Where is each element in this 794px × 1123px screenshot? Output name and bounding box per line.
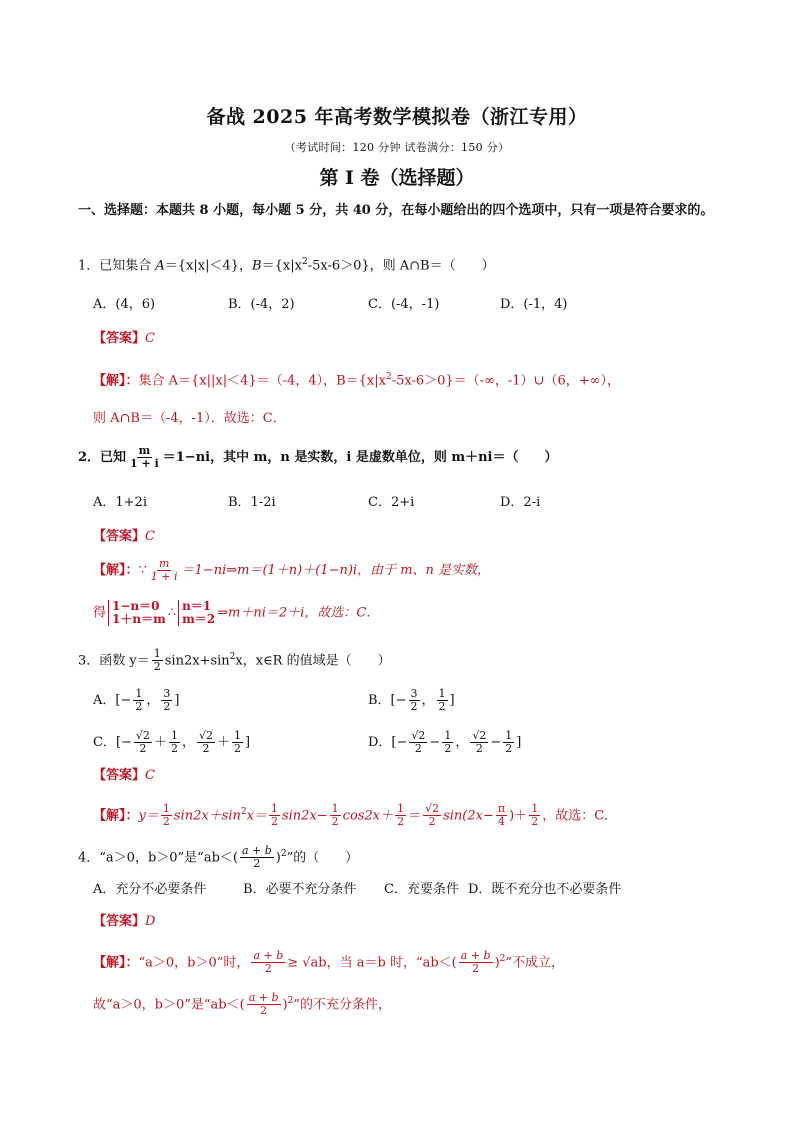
question-2-answer: 【答案】C — [93, 529, 155, 544]
fraction: $\frac{√2}{2}$ — [198, 729, 213, 755]
fraction: $\frac{1}{2}$ — [153, 647, 161, 674]
fraction: $\frac{m}{1 + i}$ — [150, 557, 178, 583]
question-3-option-a[interactable]: A．[− $\frac{1}{2}$ ， $\frac{3}{2}$ ] — [93, 687, 180, 713]
question-1-solution-line-1: 【解】：集合 A＝{x||x|＜4}＝（-4，4），$B=\{x|x^2-5x-6>0\}=(-\infty$，-1）∪（6，+∞）， — [93, 372, 620, 389]
fraction: $\frac{1}{2}$ — [397, 802, 405, 829]
question-3-option-b[interactable]: B．[− $\frac{3}{2}$ ， $\frac{1}{2}$ ] — [368, 687, 455, 713]
question-2-option-b[interactable]: B．1-2i — [228, 495, 276, 510]
question-4-option-c[interactable]: C．充要条件 — [384, 882, 459, 897]
question-3-stem: 3．函数 y＝ $\frac{1}{2}$ $\sin 2x+\sin^2x$，x∈R 的值域是（ ） — [78, 647, 391, 674]
fraction: $\frac{√2}{2}$ — [425, 802, 440, 829]
part-heading: 第 I 卷（选择题） — [319, 167, 475, 189]
fraction: $\frac{m}{1 + i}$ — [130, 444, 159, 470]
fraction: $\frac{1}{2}$ — [331, 802, 339, 829]
fraction: $\frac{1}{2}$ — [505, 729, 513, 755]
question-4-solution-line-2: 故“a＞0，b＞0”是“ab＜( $\frac{a + b}{2}$ )$^2$”的不充分条件， — [93, 991, 391, 1018]
fraction: $\frac{√2}{2}$ — [135, 729, 150, 755]
question-4-option-b[interactable]: B．必要不充分条件 — [243, 882, 357, 897]
question-3-option-c[interactable]: C．[− $\frac{√2}{2}$ ＋ $\frac{1}{2}$ ， $\frac{√2}{2}$ ＋ $\frac{1}{2}$ ] — [93, 729, 251, 755]
question-1-option-a[interactable]: A．(4，6) — [93, 297, 156, 312]
question-4-answer: 【答案】D — [93, 914, 156, 929]
fraction: $\frac{1}{2}$ — [170, 729, 178, 755]
fraction: $\frac{1}{2}$ — [135, 687, 143, 713]
fraction: $\frac{\pi}{4}$ — [497, 802, 506, 829]
fraction: $\frac{1}{2}$ — [438, 687, 446, 713]
fraction: $\frac{3}{2}$ — [163, 687, 171, 713]
fraction: $\frac{1}{2}$ — [270, 802, 278, 829]
question-2-option-a[interactable]: A．1+2i — [93, 495, 147, 510]
fraction: $\frac{a + b}{2}$ — [253, 949, 284, 976]
fraction: $\frac{3}{2}$ — [410, 687, 418, 713]
fraction: $\frac{√2}{2}$ — [411, 729, 426, 755]
question-1-answer: 【答案】C — [93, 331, 155, 346]
exam-info: （考试时间：120 分钟 试卷满分：150 分） — [284, 141, 510, 154]
question-1-option-c[interactable]: C．(-4，-1) — [368, 297, 440, 312]
fraction: $\frac{√2}{2}$ — [472, 729, 487, 755]
fraction: $\frac{a + b}{2}$ — [248, 991, 279, 1018]
question-4-stem: 4．“a＞0，b＞0”是“ab＜( $\frac{a + b}{2}$ )$^2$”的（ ） — [78, 844, 359, 871]
question-4-option-a[interactable]: A．充分不必要条件 — [93, 882, 207, 897]
question-2-solution-line-2: 得 1−n＝0 1＋n＝m ∴ n＝1 m＝2 ⇒m＋ni＝2＋i，故选：C． — [93, 599, 380, 626]
equation-system: 1−n＝0 1＋n＝m — [108, 600, 166, 626]
question-4-solution-line-1: 【解】：“a＞0，b＞0”时， $\frac{a + b}{2}$ ≥ √ab，当 a＝b 时，“ab＜( $\frac{a + b}{2}$ )$^2$”不成立， — [93, 949, 565, 976]
question-4-option-d[interactable]: D．既不充分也不必要条件 — [468, 882, 622, 897]
question-2-option-c[interactable]: C．2+i — [368, 495, 415, 510]
equation-system: n＝1 m＝2 — [178, 600, 215, 626]
question-1-stem: 1．已知集合 A＝{x|x|＜4}，$B=\{x|x^2-5x-6>0\}$，则 A∩B＝（ ） — [78, 257, 495, 274]
page-title: 备战 2025 年高考数学模拟卷（浙江专用） — [206, 106, 588, 128]
question-3-option-d[interactable]: D．[− $\frac{√2}{2}$ − $\frac{1}{2}$ ， $\frac{√2}{2}$ − $\frac{1}{2}$ ] — [368, 729, 522, 755]
fraction: $\frac{a + b}{2}$ — [460, 949, 491, 976]
section-intro: 一、选择题：本题共 8 小题，每小题 5 分，共 40 分，在每小题给出的四个选项中，只有一项是符合要求的。 — [78, 203, 714, 218]
question-2-stem: 2．已知 $\frac{m}{1 + i}$ ＝1−ni，其中 m，n 是实数，i 是虚数单位，则 m＋ni＝（ ） — [78, 444, 558, 470]
question-1-option-b[interactable]: B．(-4，2) — [228, 297, 295, 312]
fraction: $\frac{1}{2}$ — [162, 802, 170, 829]
question-2-solution-line-1: 【解】：∵ $\frac{m}{1 + i}$ ＝1−ni⇒m＝(1＋n)＋(1−n)i，由于 m、n 是实数， — [93, 557, 491, 583]
fraction: $\frac{a + b}{2}$ — [241, 844, 272, 871]
question-3-answer: 【答案】C — [93, 768, 155, 783]
question-2-option-d[interactable]: D．2-i — [500, 495, 541, 510]
fraction: $\frac{1}{2}$ — [444, 729, 452, 755]
fraction: $\frac{1}{2}$ — [531, 802, 539, 829]
question-1-solution-line-2: 则 A∩B＝（-4，-1）．故选：C． — [93, 411, 286, 426]
fraction: $\frac{1}{2}$ — [234, 729, 241, 755]
question-1-option-d[interactable]: D．(-1，4) — [500, 297, 568, 312]
question-3-solution: 【解】：y＝ $\frac{1}{2}$ $\sin 2x+\sin^2x=$ $\frac{1}{2}$ sin2x− $\frac{1}{2}$ cos2x＋ $\frac{1}{2}$ ＝ $\frac{√2}{2}$ sin(2x− $\frac{\pi}{4}$ )＋ $\frac{1}{2}$ ，故选：C． — [93, 802, 618, 829]
